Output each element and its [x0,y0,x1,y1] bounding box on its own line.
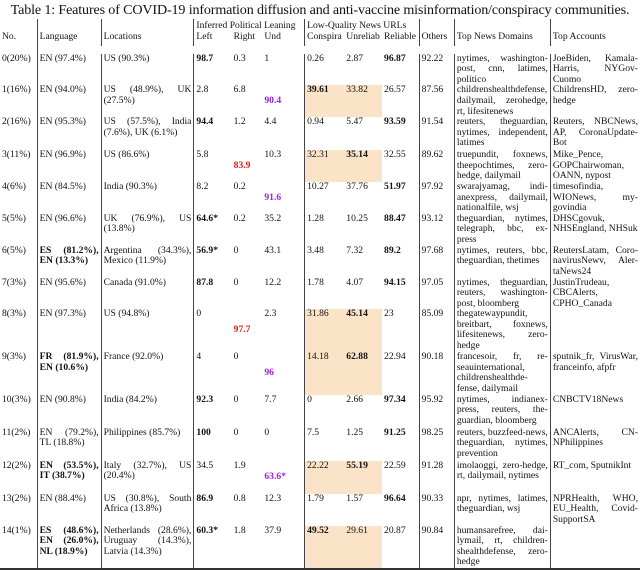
cell-und: 96 [262,352,304,394]
cell-und: 35.2 [262,214,304,246]
cell-unreliab: 4.07 [346,276,364,288]
cell-und: 7.7 [262,395,304,428]
cell-locations: US (94.8%) [101,309,194,352]
table-row [0,352,640,394]
table-row [0,54,640,86]
cell-language: EN (96.9%) [37,150,101,182]
features-table [0,19,640,570]
cell-language: EN (53.5%), IT (38.7%) [37,461,101,494]
cell-no: 13(2%) [0,494,37,526]
cell-und: 12.3 [262,494,304,526]
cell-left: 4 [196,351,202,363]
cell-accounts: NPRHealth, WHO, EU_Health, Covid-SupportSA [552,492,638,525]
cell-locations: US (30.8%), South Africa (13.8%) [101,494,194,526]
cell-domains: childrenshealthdefense, dailymail, zerohedge, rt, lifesitenews [454,85,550,117]
cell-reliable: 20.87 [382,526,419,569]
cell-unreliab: 10.25 [346,212,368,224]
cell-others: 85.09 [419,309,454,352]
header-language: Language [37,32,101,46]
cell-right: 0 [233,244,239,256]
cell-locations: Netherlands (28.6%), Uruguay (14.3%), Latvia (14.3%) [101,526,194,569]
cell-locations: UK (76.9%), US (13.8%) [101,214,194,246]
cell-left: 94.4 [196,116,214,128]
cell-language: EN (97.4%) [37,54,101,86]
cell-locations: US (90.3%) [101,54,194,86]
cell-reliable: 32.55 [382,150,419,182]
cell-reliable: 96.87 [382,54,419,86]
cell-locations: Italy (32.7%), US (20.4%) [101,461,194,494]
cell-und: 12.2 [262,278,304,310]
cell-accounts: ReutersLatam, Coro-navirusNewv, Aler-taNews24 [552,244,638,277]
cell-others: 95.92 [419,395,454,428]
cell-conspira: 0 [307,393,312,405]
cell-domains: humansarefree, dai-lymail, rt, children-shealthdefense, zero-hedge [454,526,550,569]
cell-others: 97.92 [419,182,454,214]
cell-reliable: 94.15 [382,278,419,310]
cell-others: 90.33 [419,494,454,526]
header-others: Others [419,32,454,46]
cell-left: 92.3 [196,393,214,405]
cell-domains: nytimes, indianex-press, reuters, the-guardian, bloomberg [454,395,550,428]
cell-right: 0 [233,426,239,438]
cell-locations: US (48.9%), UK (27.5%) [101,85,194,117]
cell-right: 0 [233,276,239,288]
cell-accounts: ANCAlerts, CN-NPhilippines [552,426,638,449]
cell-left: 60.3* [196,524,218,536]
cell-locations: France (92.0%) [101,352,194,394]
cell-und: 1 [262,54,304,86]
cell-others: 90.84 [419,526,454,569]
cell-others: 91.28 [419,461,454,494]
cell-locations: Canada (91.0%) [101,278,194,310]
cell-right: 6.8 [233,84,246,96]
cell-conspira: 1.28 [307,212,324,224]
cell-accounts [550,309,640,352]
cell-reliable: 88.47 [382,214,419,246]
header-no: No. [0,32,37,46]
cell-right: 0.3 [233,52,246,64]
table-row [0,85,640,117]
cell-unreliab: 55.19 [344,461,382,494]
cell-accounts: Reuters, NBCNews, AP, CoronaUpdate-Bot [552,116,638,149]
cell-language: EN (95.3%) [37,117,101,150]
cell-conspira: 1.79 [307,492,324,504]
table-row [0,494,640,526]
header-locations: Locations [101,32,194,46]
cell-no: 9(3%) [0,352,37,394]
cell-conspira: 31.86 [305,309,345,352]
cell-others: 97.05 [419,278,454,310]
cell-und: 90.4 [262,85,304,117]
cell-locations: India (84.2%) [101,395,194,428]
table-row [0,461,640,494]
cell-left: 98.7 [196,52,214,64]
cell-left: 86.9 [196,492,214,504]
header-left: Left [196,30,213,42]
cell-no: 14(1%) [0,526,37,569]
cell-language: EN (94.0%) [37,85,101,117]
cell-reliable: 22.94 [382,352,419,394]
cell-domains: thegatewaypundit, breitbart, foxnews, lifesitenews, zero-hedge [454,309,550,352]
cell-others: 87.56 [419,85,454,117]
header-conspira: Conspira [307,30,342,42]
cell-domains: francesoir, fr, re-seauinternational, childrenshealthde-fense, dailymail [454,352,550,394]
cell-unreliab: 1.25 [346,426,364,438]
cell-conspira: 0.26 [307,52,324,64]
table-row [0,150,640,182]
cell-conspira: 22.22 [305,461,345,494]
cell-unreliab: 33.82 [344,85,382,117]
cell-conspira: 0.94 [307,116,324,128]
cell-conspira: 14.18 [305,352,345,394]
cell-others: 98.25 [419,428,454,461]
cell-unreliab: 7.32 [346,244,364,256]
cell-domains: swarajyamag, indi-anexpress, dailymail, nationalfile, wsj [454,182,550,214]
cell-right: 1.8 [233,524,246,536]
cell-others: 91.54 [419,117,454,150]
cell-locations: US (57.5%), India (7.6%), UK (6.1%) [101,117,194,150]
cell-accounts: CNBCTV18News [552,393,624,405]
cell-no: 3(11%) [0,150,37,182]
cell-right: 97.7 [233,324,251,336]
cell-no: 11(2%) [0,428,37,461]
cell-unreliab: 37.76 [346,180,368,192]
table-row [0,278,640,310]
cell-right: 83.9 [233,159,251,171]
cell-und: 2.3 [262,309,304,352]
cell-language: ES (48.6%), EN (26.0%), NL (18.9%) [37,526,101,569]
cell-und: 91.6 [262,182,304,214]
cell-accounts [550,526,640,569]
cell-unreliab: 2.66 [346,393,364,405]
cell-language: FR (81.9%), EN (10.6%) [37,352,101,394]
cell-left: 0 [196,308,202,320]
cell-unreliab: 45.14 [344,309,382,352]
cell-accounts: timesofindia, WIONews, my-govindia [552,180,638,214]
cell-accounts: RT_com, SputnikInt [552,459,632,471]
cell-right: 0 [233,393,239,405]
cell-locations: Argentina (34.3%), Mexico (11.9%) [101,246,194,278]
cell-no: 5(5%) [0,214,37,246]
cell-left: 100 [196,426,211,438]
cell-und: 0 [262,428,304,461]
cell-no: 6(5%) [0,246,37,278]
cell-no: 8(3%) [0,309,37,352]
table-row [0,309,640,352]
cell-reliable: 22.59 [382,461,419,494]
cell-right: 0.2 [233,212,246,224]
table-row [0,246,640,278]
cell-language: EN (97.3%) [37,309,101,352]
cell-domains: nytimes, theguardian, reuters, washington-post, bloomberg [454,278,550,310]
cell-language: EN (90.8%) [37,395,101,428]
cell-language: EN (96.6%) [37,214,101,246]
cell-reliable: 96.64 [382,494,419,526]
cell-und: 63.6* [262,461,304,494]
cell-domains: truepundit, foxnews, theepochtimes, zero-hedge, dailymail [454,150,550,182]
cell-conspira: 32.31 [305,150,345,182]
table-row [0,182,640,214]
cell-left: 8.2 [196,180,209,192]
cell-left: 5.8 [196,149,209,161]
cell-und: 43.1 [262,246,304,278]
cell-conspira: 7.5 [307,426,320,438]
cell-unreliab: 62.88 [344,352,382,394]
cell-no: 1(16%) [0,85,37,117]
cell-left: 34.5 [196,459,214,471]
cell-reliable: 51.97 [382,182,419,214]
cell-left: 87.8 [196,276,214,288]
cell-domains: npr, nytimes, latimes, theguardian, wsj [454,494,550,526]
cell-others: 90.18 [419,352,454,394]
cell-no: 10(3%) [0,395,37,428]
cell-others: 93.12 [419,214,454,246]
cell-reliable: 91.25 [382,428,419,461]
cell-unreliab: 2.87 [346,52,364,64]
cell-left: 64.6* [196,212,218,224]
cell-domains: reuters, buzzfeed-news, theguardian, nytimes, prevention [454,428,550,461]
cell-no: 2(16%) [0,117,37,150]
cell-domains: reuters, theguardian, nytimes, independent, latimes [454,117,550,150]
cell-language: EN (79.2%), TL (18.8%) [37,428,101,461]
cell-unreliab: 1.57 [346,492,364,504]
cell-und: 4.4 [262,117,304,150]
cell-right: 0 [233,351,239,363]
header-unreliab: Unreliab [346,30,380,42]
cell-language: EN (88.4%) [37,494,101,526]
header-political-leaning: Inferred Political Leaning [194,19,305,32]
cell-no: 12(2%) [0,461,37,494]
cell-conspira: 1.78 [307,276,324,288]
cell-no: 0(20%) [0,54,37,86]
cell-no: 4(6%) [0,182,37,214]
table-caption: Table 1: Features of COVID-19 information diffusion and anti-vaccine misinformation/conspiracy communities. [10,2,630,18]
cell-reliable: 97.34 [382,395,419,428]
cell-language: ES (81.2%), EN (13.3%) [37,246,101,278]
cell-accounts: ChildrensHD, zero-hedge [552,84,638,106]
header-reliable: Reliable [382,32,419,46]
cell-unreliab: 29.61 [344,526,382,569]
cell-right: 1.2 [233,116,246,128]
cell-left: 2.8 [196,84,209,96]
header-und: Und [262,32,304,46]
cell-domains: imolaoggi, zero-hedge, rt, dailymail, nytimes [454,461,550,494]
cell-reliable: 26.57 [382,85,419,117]
cell-unreliab: 35.14 [344,150,382,182]
cell-others: 97.68 [419,246,454,278]
cell-reliable: 89.2 [382,246,419,278]
cell-conspira: 10.27 [307,180,329,192]
cell-und: 37.9 [262,526,304,569]
cell-reliable: 23 [382,309,419,352]
cell-locations: India (90.3%) [101,182,194,214]
table-row [0,526,640,569]
table-row [0,428,640,461]
cell-right: 1.9 [233,459,246,471]
cell-reliable: 93.59 [382,117,419,150]
cell-locations: Philippines (85.7%) [101,428,194,461]
cell-no: 7(3%) [0,278,37,310]
cell-accounts: sputnik_fr, VirusWar, franceinfo, afpfr [552,351,638,373]
cell-others: 92.22 [419,54,454,86]
table-row [0,117,640,150]
cell-accounts: DHSCgovuk, NHSEngland, NHSuk [552,212,638,235]
cell-und: 10.3 [262,150,304,182]
header-low-quality-urls: Low-Quality News URLs [305,19,420,32]
table-row [0,214,640,246]
header-top-accounts: Top Accounts [552,30,606,42]
header-right: Right [233,30,255,42]
cell-unreliab: 5.47 [346,116,364,128]
cell-conspira: 39.61 [305,85,345,117]
cell-language: EN (95.6%) [37,278,101,310]
cell-domains: nytimes, reuters, bbc, theguardian, thetimes [454,246,550,278]
cell-accounts: JoeBiden, Kamala-Harris, NYGov-Cuomo [552,52,638,85]
cell-accounts: JustinTrudeau, CBCAlerts, CPHO_Canada [552,276,612,309]
cell-accounts: Mike_Pence, GOPChairwoman, OANN, nypost [552,149,624,182]
cell-locations: US (86.6%) [101,150,194,182]
cell-right: 0.8 [233,492,246,504]
cell-others: 89.62 [419,150,454,182]
cell-left: 56.9* [196,244,218,256]
cell-right: 0.2 [233,180,246,192]
cell-domains: nytimes, washington-post, cnn, latimes, politico [454,54,550,86]
cell-conspira: 49.52 [305,526,345,569]
header-top-news-domains: Top News Domains [454,32,550,46]
cell-conspira: 3.48 [307,244,324,256]
cell-language: EN (84.5%) [37,182,101,214]
table-row [0,395,640,428]
cell-domains: theguardian, nytimes, telegraph, bbc, ex-press [454,214,550,246]
